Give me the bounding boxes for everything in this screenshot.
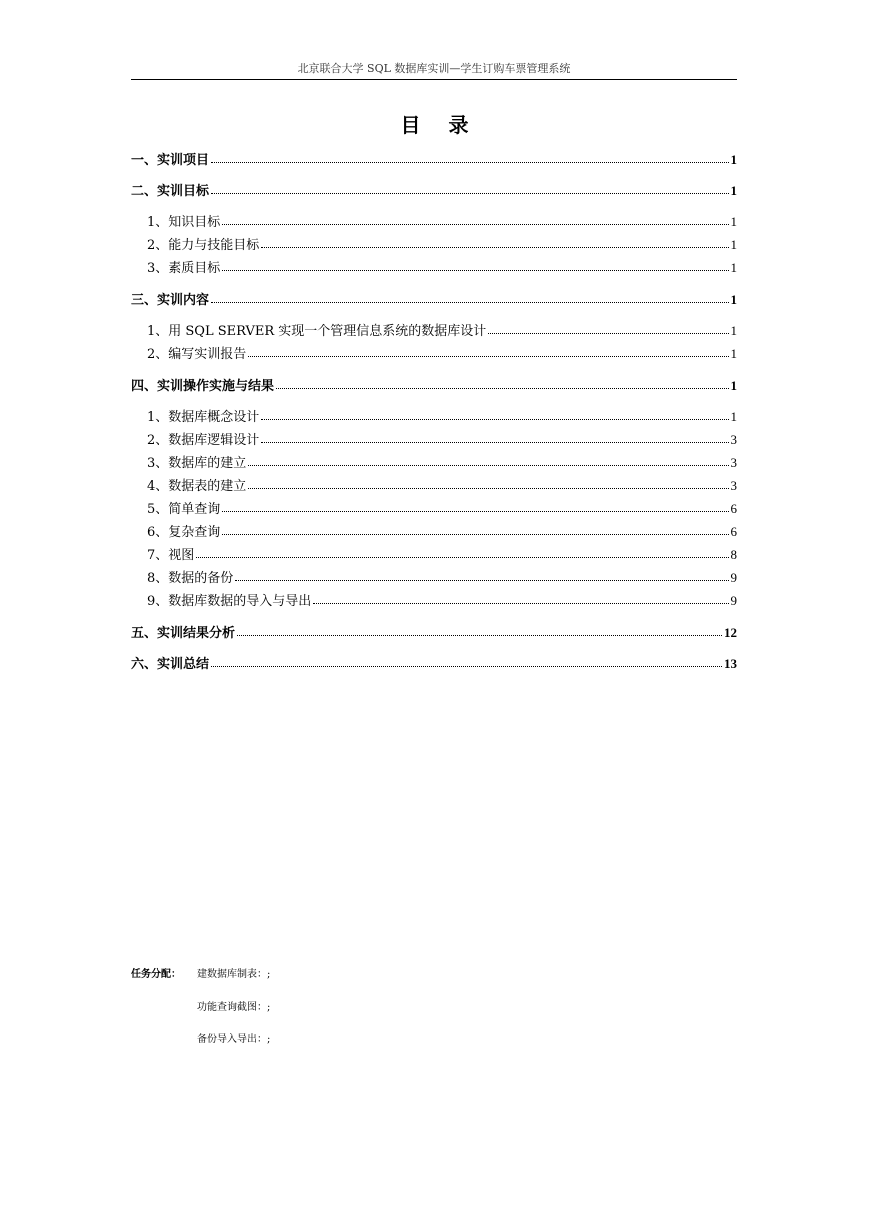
toc-entry-label: 6、复杂查询 (147, 525, 221, 540)
toc-entry[interactable] (131, 405, 737, 425)
toc-entry-page: 1 (730, 378, 737, 393)
toc-entry[interactable] (131, 342, 737, 362)
toc-dot-leader (196, 556, 728, 558)
toc-entry-page: 3 (730, 478, 737, 493)
toc-entry-label: 3、数据库的建立 (147, 456, 247, 471)
toc-dot-leader (211, 301, 728, 303)
toc-dot-leader (276, 387, 728, 389)
toc-entry-label: 三、实训内容 (131, 293, 210, 308)
toc-entry-page: 9 (730, 570, 737, 585)
toc-dot-leader (222, 510, 728, 512)
toc-dot-leader (211, 192, 728, 194)
toc-entry[interactable] (131, 374, 737, 394)
toc-entry[interactable] (131, 652, 737, 672)
toc-dot-leader (313, 602, 728, 604)
toc-entry[interactable] (131, 520, 737, 540)
toc-entry-page: 1 (730, 292, 737, 307)
toc-entry[interactable] (131, 288, 737, 308)
toc-entry[interactable] (131, 428, 737, 448)
toc-dot-leader (237, 634, 722, 636)
toc-dot-leader (211, 161, 728, 163)
toc-entry[interactable] (131, 319, 737, 339)
toc-entry-page: 13 (724, 656, 737, 671)
toc-entry-label: 1、用 SQL SERVER 实现一个管理信息系统的数据库设计 (147, 324, 487, 339)
toc-entry[interactable] (131, 543, 737, 563)
toc-entry-page: 1 (730, 152, 737, 167)
toc-entry[interactable] (131, 179, 737, 199)
task-item: 建数据库制表：; (197, 969, 271, 980)
toc-dot-leader (261, 418, 728, 420)
toc-entry[interactable] (131, 621, 737, 641)
page-header: 北京联合大学 SQL 数据库实训—学生订购车票管理系统 (131, 62, 737, 80)
toc-dot-leader (211, 665, 722, 667)
task-item: 备份导入导出：; (197, 1034, 271, 1045)
toc-entry[interactable] (131, 474, 737, 494)
toc-entry-label: 8、数据的备份 (147, 571, 234, 586)
toc-entry-label: 1、数据库概念设计 (147, 410, 260, 425)
toc-entry[interactable] (131, 497, 737, 517)
toc-entry-page: 1 (730, 409, 737, 424)
toc-entry[interactable] (131, 233, 737, 253)
toc-title: 目录 (400, 113, 497, 137)
toc-entry-page: 12 (724, 625, 737, 640)
toc-entry-page: 6 (730, 524, 737, 539)
toc-entry-label: 一、实训项目 (131, 153, 210, 168)
task-assignment-label: 任务分配： (131, 969, 181, 980)
toc-dot-leader (222, 223, 728, 225)
toc-entry-label: 四、实训操作实施与结果 (131, 379, 275, 394)
toc-entry[interactable] (131, 589, 737, 609)
toc-entry-page: 1 (730, 346, 737, 361)
toc-entry-label: 五、实训结果分析 (131, 626, 236, 641)
toc-entry-label: 9、数据库数据的导入与导出 (147, 594, 312, 609)
toc-entry-page: 1 (730, 214, 737, 229)
toc-entry-page: 3 (730, 455, 737, 470)
toc-entry-label: 六、实训总结 (131, 657, 210, 672)
toc-entry-label: 2、数据库逻辑设计 (147, 433, 260, 448)
toc-entry-page: 8 (730, 547, 737, 562)
toc-entry[interactable] (131, 210, 737, 230)
toc-dot-leader (261, 441, 728, 443)
toc-dot-leader (248, 464, 728, 466)
toc-entry-page: 6 (730, 501, 737, 516)
toc-entry-page: 1 (730, 260, 737, 275)
toc-entry-label: 1、知识目标 (147, 215, 221, 230)
toc-entry[interactable] (131, 148, 737, 168)
toc-dot-leader (222, 269, 728, 271)
toc-entry-page: 1 (730, 183, 737, 198)
toc-dot-leader (235, 579, 728, 581)
toc-entry-label: 2、能力与技能目标 (147, 238, 260, 253)
toc-entry-page: 1 (730, 237, 737, 252)
toc-entry[interactable] (131, 451, 737, 471)
toc-entry-page: 3 (730, 432, 737, 447)
toc-entry[interactable] (131, 256, 737, 276)
toc-entry[interactable] (131, 566, 737, 586)
task-item: 功能查询截图：; (197, 1002, 271, 1013)
toc-dot-leader (248, 355, 728, 357)
toc-entry-page: 9 (730, 593, 737, 608)
toc-entry-page: 1 (730, 323, 737, 338)
toc-dot-leader (222, 533, 728, 535)
toc-entry-label: 二、实训目标 (131, 184, 210, 199)
toc-entry-label: 7、视图 (147, 548, 195, 563)
toc-dot-leader (488, 332, 728, 334)
toc-entry-label: 2、编写实训报告 (147, 347, 247, 362)
toc-entry-label: 5、简单查询 (147, 502, 221, 517)
toc-dot-leader (248, 487, 728, 489)
toc-entry-label: 4、数据表的建立 (147, 479, 247, 494)
toc-dot-leader (261, 246, 728, 248)
toc-entry-label: 3、素质目标 (147, 261, 221, 276)
